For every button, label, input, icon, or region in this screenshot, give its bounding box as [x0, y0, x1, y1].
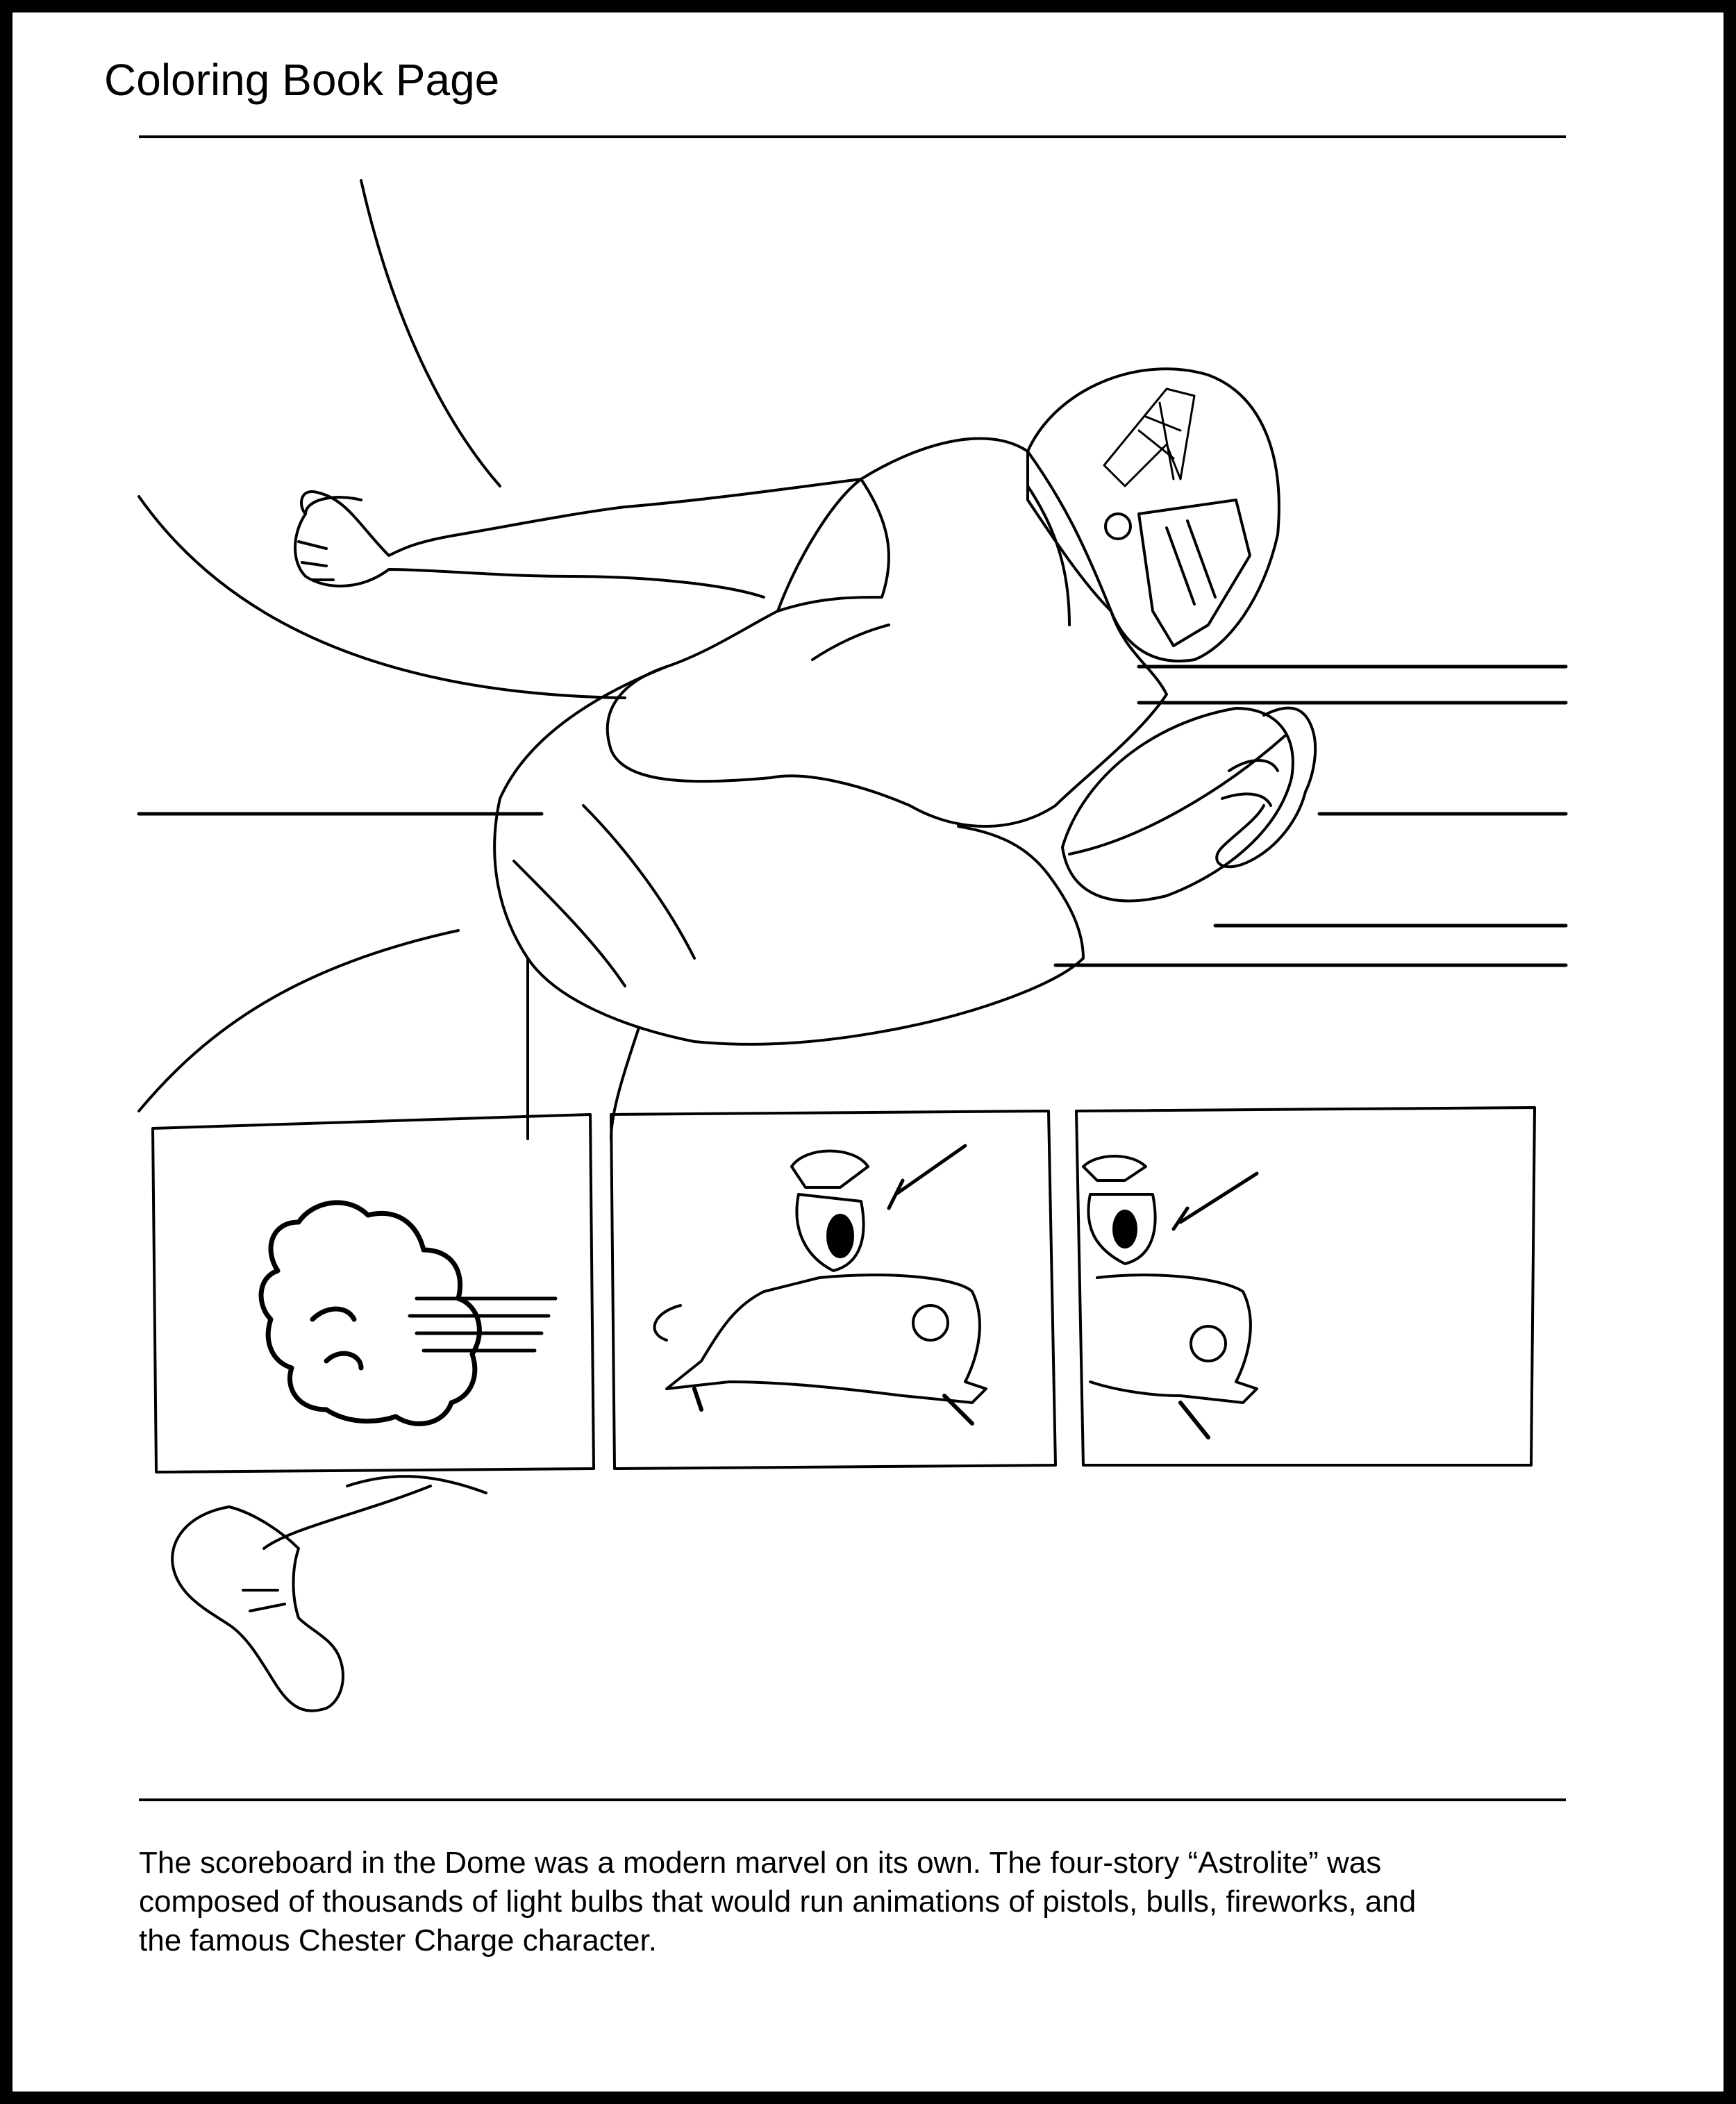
scoreboard-panel-chester-1 [611, 1111, 1055, 1469]
fist [299, 497, 361, 580]
caption [139, 1844, 1583, 1960]
scoreboard-panels [153, 1108, 1535, 1472]
jersey [608, 438, 1167, 826]
caption-line-1: The scoreboard in the Dome was a modern marvel on its own. The four-story “Astrolite” was [139, 1846, 1382, 1880]
shorts [494, 667, 1083, 1044]
scoreboard-panel-cloud [153, 1114, 594, 1472]
helmet [1028, 369, 1279, 661]
lower-leg [264, 1476, 486, 1548]
bottom-divider [139, 1798, 1566, 1801]
caption-line-2: composed of thousands of light bulbs that would run animations of pistols, bulls, fireworks, and [139, 1885, 1417, 1919]
hand [1217, 708, 1315, 867]
helmet-derrick-logo-icon [1104, 389, 1194, 486]
caption-line-3: the famous Chester Charge character. [139, 1923, 657, 1957]
back-arm [295, 479, 861, 597]
football-player [172, 369, 1315, 1710]
chester-charge-bull-rider-icon [1083, 1156, 1257, 1437]
dust-cloud-icon [261, 1203, 556, 1424]
scoreboard-panel-chester-2 [1076, 1108, 1535, 1465]
speed-lines [139, 667, 1566, 965]
dome-arcs [139, 181, 625, 1111]
football [1062, 708, 1293, 901]
page-title: Coloring Book Page [104, 55, 500, 105]
chester-charge-bull-rider-icon [655, 1146, 986, 1423]
